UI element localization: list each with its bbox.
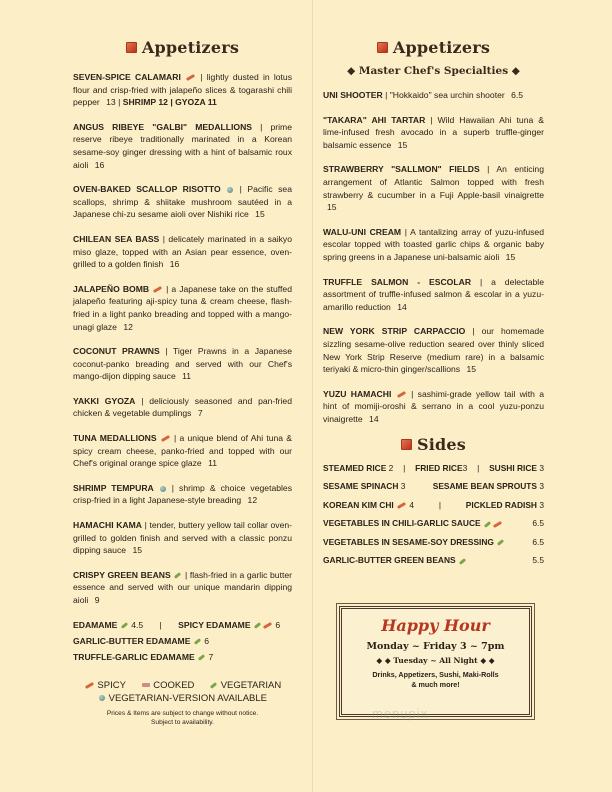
- page-fold: [312, 0, 313, 792]
- edamame-row: TRUFFLE-GARLIC EDAMAME 7: [73, 651, 214, 662]
- menu-item: YUZU HAMACHI | sashimi-grade yellow tail with a hint of momiji-oroshi & serrano in a cool yuzu-ponzu vinaigrette 14: [323, 388, 545, 424]
- menu-item: UNI SHOOTER | "Hokkaido" sea urchin shooter 6.5: [323, 90, 524, 100]
- spicy-icon: [493, 520, 502, 527]
- happy-hour-days: Monday ~ Friday 3 ~ 7pm: [366, 641, 505, 652]
- vegetarian-version-icon: [227, 187, 233, 193]
- vegetarian-icon: [254, 622, 261, 629]
- vegetarian-icon: [497, 539, 504, 546]
- spicy-icon: [153, 286, 162, 293]
- spicy-icon: [397, 391, 406, 398]
- vegetarian-icon: [484, 521, 491, 528]
- watermark: menupix: [372, 706, 429, 721]
- vegetarian-icon: [174, 572, 181, 579]
- section-bullet-icon: [126, 42, 137, 53]
- sides-list: [323, 458, 544, 569]
- spicy-icon: [397, 502, 406, 509]
- menu-item: NEW YORK STRIP CARPACCIO | our homemade sizzling sesame-olive reduction seared over thinly sliced New York Strip Reserve (medium rare) in a balsamic teriyaki & micro-thin ginger/scallions 15: [323, 326, 544, 375]
- vegetarian-icon: [121, 622, 128, 629]
- side-row: VEGETABLES IN CHILI-GARLIC SAUCE 6.5: [323, 518, 544, 529]
- edamame-row: EDAMAME 4.5 | SPICY EDAMAME 6: [73, 619, 281, 630]
- menu-item: "TAKARA" AHI TARTAR | Wild Hawaiian Ahi tuna & lime-infused fresh avocado in a superb truffle-ginger balsamic essence 15: [323, 114, 544, 150]
- menu-item: HAMACHI KAMA | tender, buttery yellow tail collar oven-grilled to golden finish and served with a classic ponzu dipping sauce 15: [73, 520, 292, 556]
- happy-hour-title: Happy Hour: [381, 616, 490, 635]
- happy-hour-description: Drinks, Appetizers, Sushi, Maki-Rolls & much more!: [372, 670, 499, 689]
- right-column: [323, 0, 544, 569]
- menu-item: TUNA MEDALLIONS | a unique blend of Ahi tuna & spicy cream cheese, panko-fried and topped with our Chef's original orange spice glaze 11: [73, 433, 293, 469]
- menu-item: SHRIMP TEMPURA | shrimp & choice vegetables crisp-fried in a light Japanese-style breading 12: [73, 482, 292, 506]
- cooked-icon: [142, 683, 150, 687]
- side-row: GARLIC-BUTTER GREEN BEANS 5.5: [323, 555, 544, 566]
- menu-item: CRISPY GREEN BEANS | flash-fried in a garlic butter essence and served with our unique mandarin dipping aioli 9: [73, 569, 292, 605]
- menu-item: OVEN-BAKED SCALLOP RISOTTO | Pacific sea scallops, shrimp & shiitake mushroom sautéed in a Japanese chi-zu sesame aioli over Nishiki rice 15: [73, 184, 292, 220]
- left-appetizers-heading: Appetizers: [73, 38, 292, 57]
- side-row: VEGETABLES IN SESAME-SOY DRESSING 6.5: [323, 536, 544, 547]
- side-row: SESAME SPINACH 3 SESAME BEAN SPROUTS 3: [323, 481, 544, 492]
- vegetarian-version-icon: [99, 695, 105, 701]
- menu-item: WALU-UNI CREAM | A tantalizing array of yuzu-infused escolar topped with toasted garlic chips & organic baby spring greens in a Japanese uni-balsamic aioli 15: [323, 226, 544, 262]
- section-bullet-icon: [401, 439, 412, 450]
- symbol-legend: SPICY COOKED VEGETARIAN VEGETARIAN-VERSION AVAILABLE: [73, 679, 292, 705]
- spicy-icon: [186, 74, 195, 81]
- right-appetizers-heading: Appetizers: [323, 38, 544, 57]
- fine-print: Prices & Items are subject to change without notice. Subject to availability.: [106, 709, 259, 726]
- left-column: [73, 0, 292, 727]
- happy-hour-tuesday: ◆ ◆ Tuesday ~ All Night ◆ ◆: [376, 656, 495, 665]
- menu-item: TRUFFLE SALMON - ESCOLAR | a delectable assortment of truffle-infused salmon & escolar in a yuzu-amarillo reduction 14: [323, 276, 544, 312]
- master-chef-specialties-subheading: ◆ Master Chef's Specialties ◆: [347, 65, 520, 77]
- menu-item: STRAWBERRY "SALLMON" FIELDS | An enticing arrangement of Atlantic Salmon topped with fresh strawberry & cucumber in a Fuji Apple-basil vinaigrette 15: [323, 164, 544, 213]
- edamame-row: GARLIC-BUTTER EDAMAME 6: [73, 635, 210, 646]
- vegetarian-icon: [210, 682, 217, 689]
- spicy-icon: [161, 435, 170, 442]
- menu-item: COCONUT PRAWNS | Tiger Prawns in a Japanese coconut-panko breading and served with our Chef's mango-dijon dipping sauce 11: [73, 346, 292, 382]
- menu-item: SEVEN-SPICE CALAMARI | lightly dusted in lotus flour and crisp-fried with jalapeño slices & togarashi chili pepper 13 | SHRIMP 12 | GYOZA 11: [73, 72, 293, 108]
- side-row: KOREAN KIM CHI 4 | PICKLED RADISH 3: [323, 499, 544, 510]
- vegetarian-icon: [194, 638, 201, 645]
- spicy-icon: [85, 682, 94, 689]
- vegetarian-version-icon: [160, 486, 166, 492]
- vegetarian-icon: [459, 558, 466, 565]
- happy-hour-box: [339, 606, 532, 717]
- sides-heading: Sides: [323, 435, 544, 454]
- menu-item: CHILEAN SEA BASS | delicately marinated in a saikyo miso glaze, topped with an Asian pear essence, oven-grilled to a golden finish 16: [73, 233, 293, 270]
- vegetarian-icon: [198, 654, 205, 661]
- menu-item: JALAPEÑO BOMB | a Japanese take on the stuffed jalapeño featuring aji-spicy tuna & cream cheese, flash-fried in a light panko breading and topped with a mango-unagi glaze 12: [73, 283, 292, 332]
- side-row: STEAMED RICE 2 | FRIED RICE3 | SUSHI RICE 3: [323, 462, 544, 473]
- menu-item: ANGUS RIBEYE "GALBI" MEDALLIONS | prime reserve ribeye traditionally marinated in a Korean sesame-soy ginger dressing with a hint of balsamic roux aioli 16: [73, 121, 292, 170]
- section-bullet-icon: [377, 42, 388, 53]
- spicy-icon: [263, 622, 272, 629]
- menu-item: YAKKI GYOZA | deliciously seasoned and pan-fried chicken & vegetable dumplings 7: [73, 395, 292, 419]
